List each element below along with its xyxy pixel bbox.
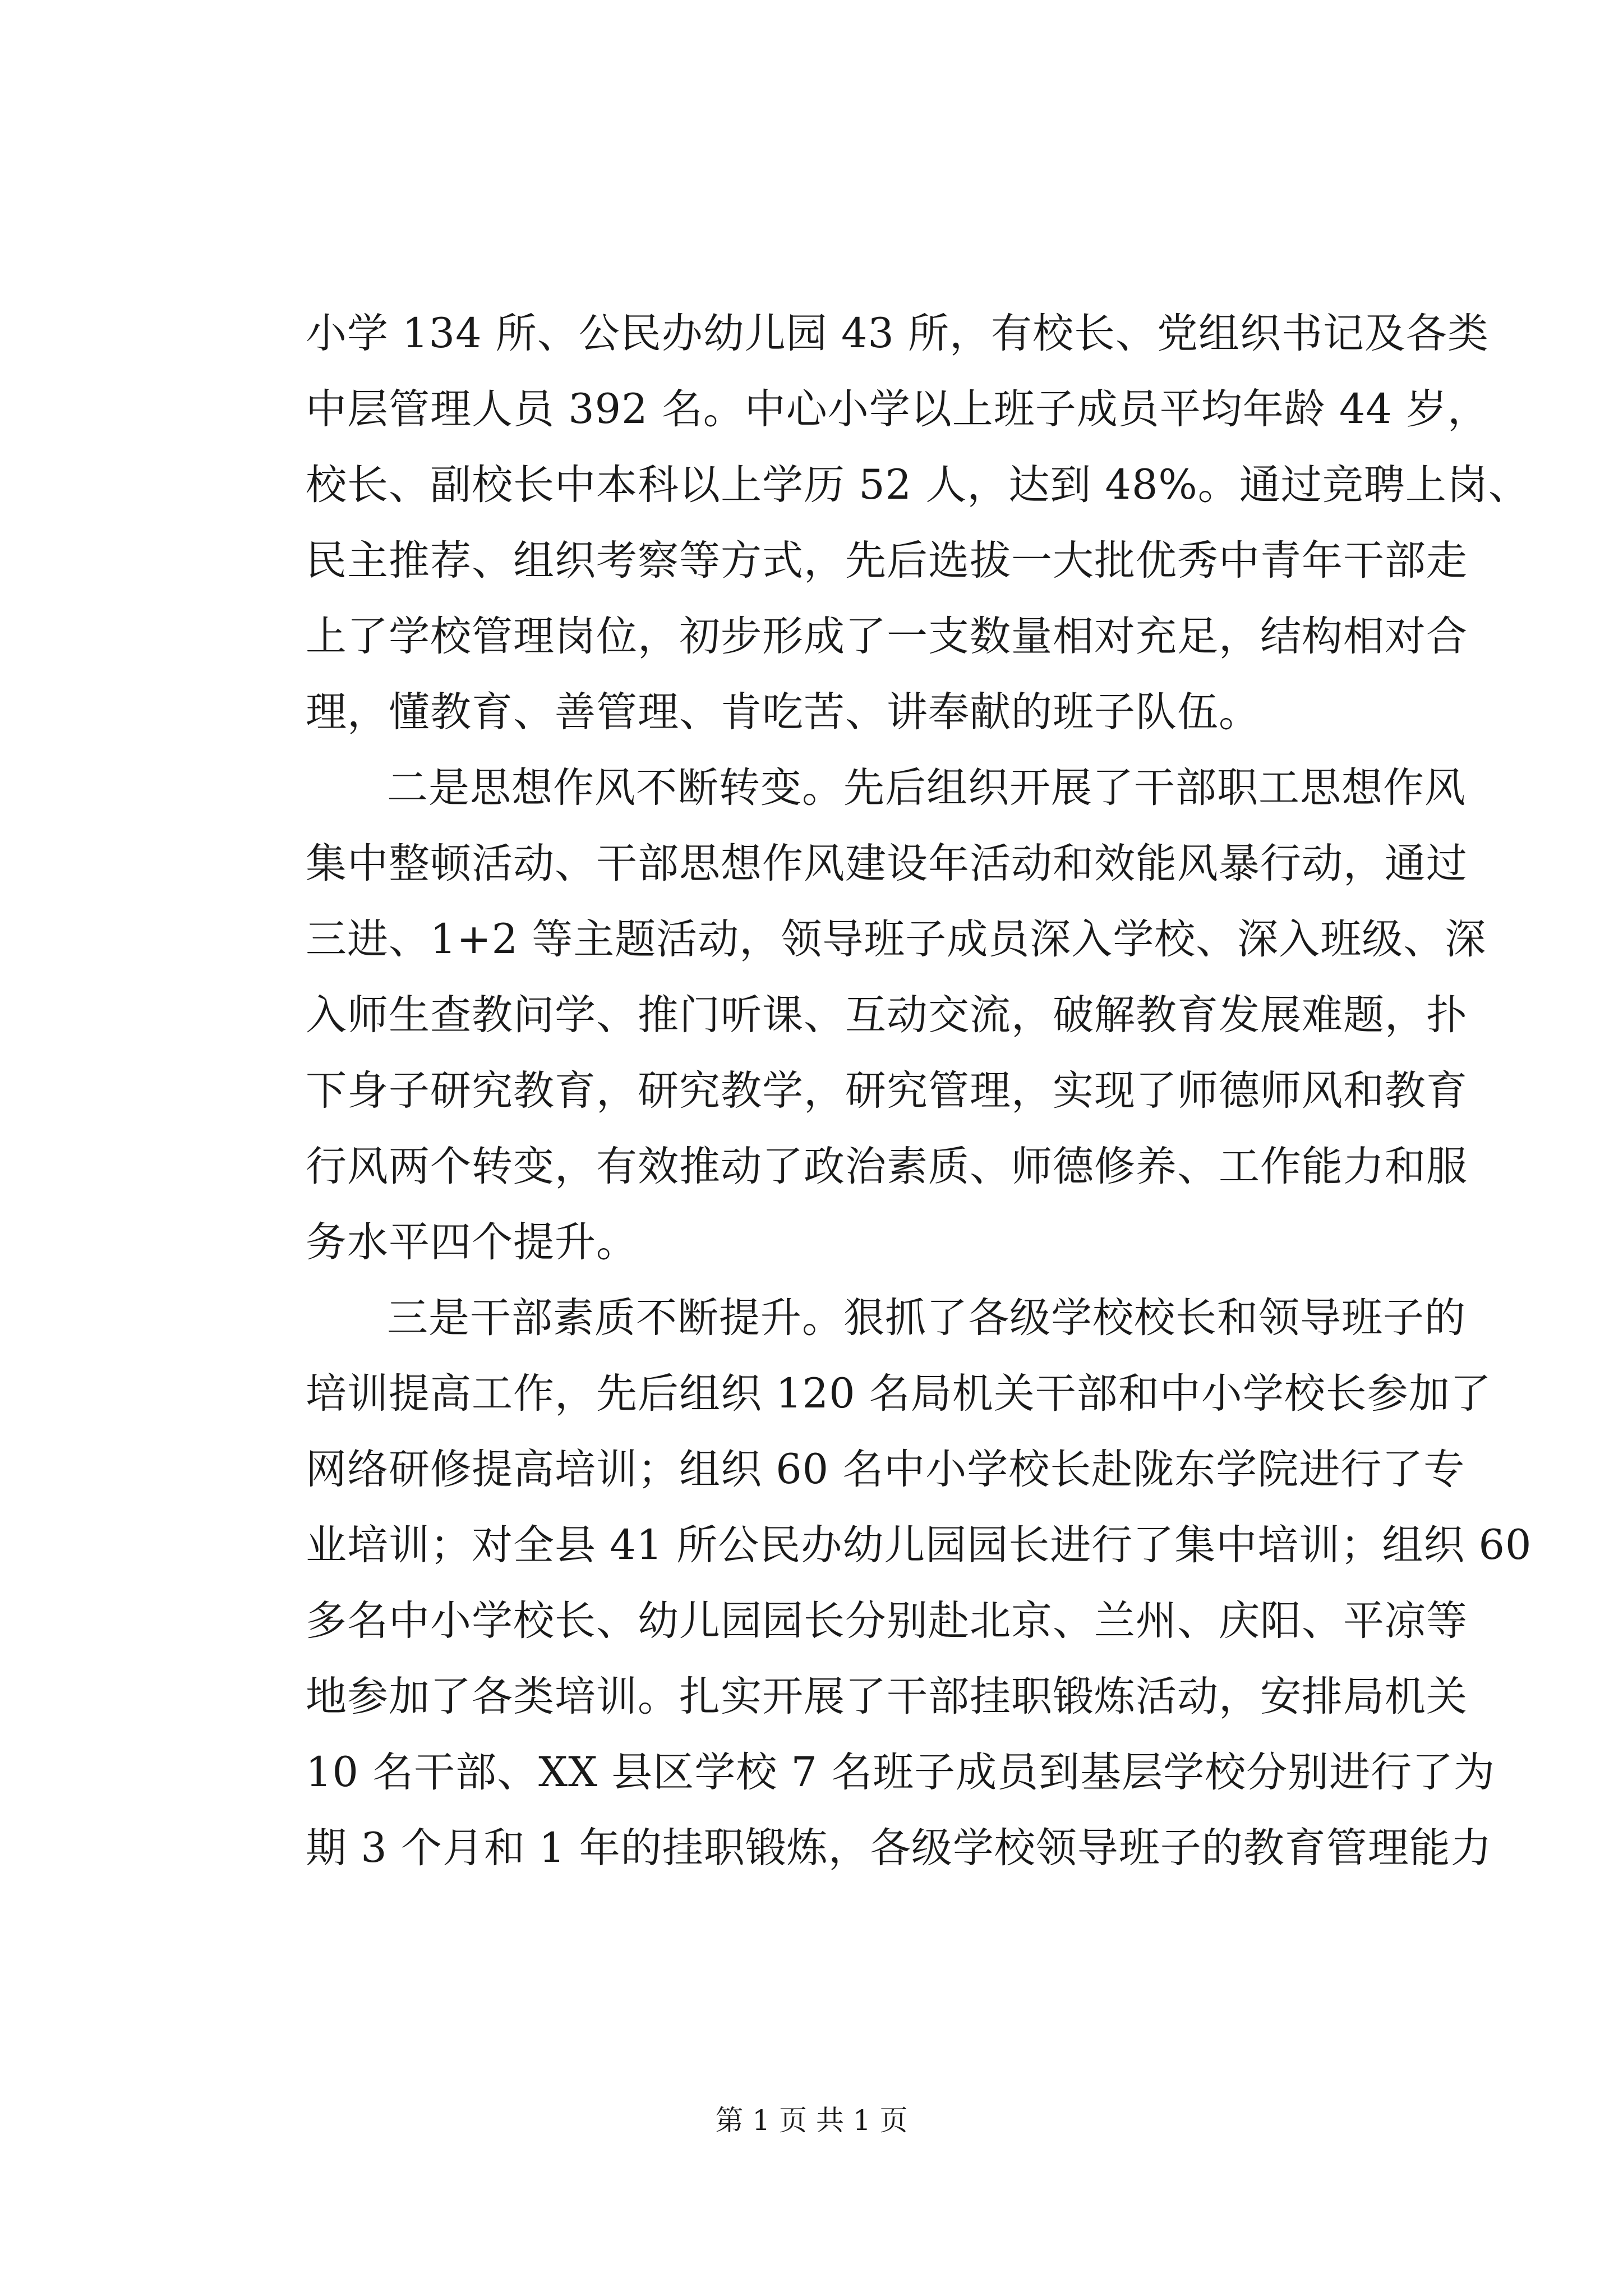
text-line: 小学 134 所、公民办幼儿园 43 所，有校长、党组织书记及各类 (306, 310, 1490, 357)
paragraph-first-line: 三是干部素质不断提升。狠抓了各级学校校长和领导班子的 (387, 1294, 1466, 1342)
text-line: 下身子研究教育，研究教学，研究管理，实现了师德师风和教育 (306, 1067, 1468, 1115)
text-line: 期 3 个月和 1 年的挂职锻炼，各级学校领导班子的教育管理能力 (306, 1824, 1492, 1872)
text-line: 多名中小学校长、幼儿园园长分别赴北京、兰州、庆阳、平凉等 (306, 1597, 1468, 1645)
text-line: 中层管理人员 392 名。中心小学以上班子成员平均年龄 44 岁， (306, 385, 1490, 433)
text-line: 入师生查教问学、推门听课、互动交流，破解教育发展难题，扑 (306, 991, 1468, 1039)
text-line: 集中整顿活动、干部思想作风建设年活动和效能风暴行动，通过 (306, 840, 1468, 887)
text-line: 理，懂教育、善管理、肯吃苦、讲奉献的班子队伍。 (306, 688, 1260, 736)
text-line: 三进、1+2 等主题活动，领导班子成员深入学校、深入班级、深 (306, 915, 1487, 963)
text-line: 地参加了各类培训。扎实开展了干部挂职锻炼活动，安排局机关 (306, 1673, 1468, 1720)
text-line: 上了学校管理岗位，初步形成了一支数量相对充足，结构相对合 (306, 613, 1468, 660)
page-number-footer: 第 1 页 共 1 页 (715, 2104, 908, 2137)
text-line: 校长、副校长中本科以上学历 52 人，达到 48%。通过竞聘上岗、 (306, 461, 1530, 509)
text-line: 培训提高工作，先后组织 120 名局机关干部和中小学校长参加了 (306, 1370, 1492, 1418)
paragraph-first-line: 二是思想作风不断转变。先后组织开展了干部职工思想作风 (387, 764, 1466, 812)
text-line: 网络研修提高培训；组织 60 名中小学校长赴陇东学院进行了专 (306, 1446, 1465, 1493)
text-line: 民主推荐、组织考察等方式，先后选拔一大批优秀中青年干部走 (306, 537, 1468, 585)
text-line: 务水平四个提升。 (306, 1218, 638, 1266)
text-line: 业培训；对全县 41 所公民办幼儿园园长进行了集中培训；组织 60 (306, 1521, 1532, 1569)
text-line: 10 名干部、XX 县区学校 7 名班子成员到基层学校分别进行了为 (306, 1749, 1496, 1796)
text-line: 行风两个转变，有效推动了政治素质、师德修养、工作能力和服 (306, 1143, 1468, 1190)
